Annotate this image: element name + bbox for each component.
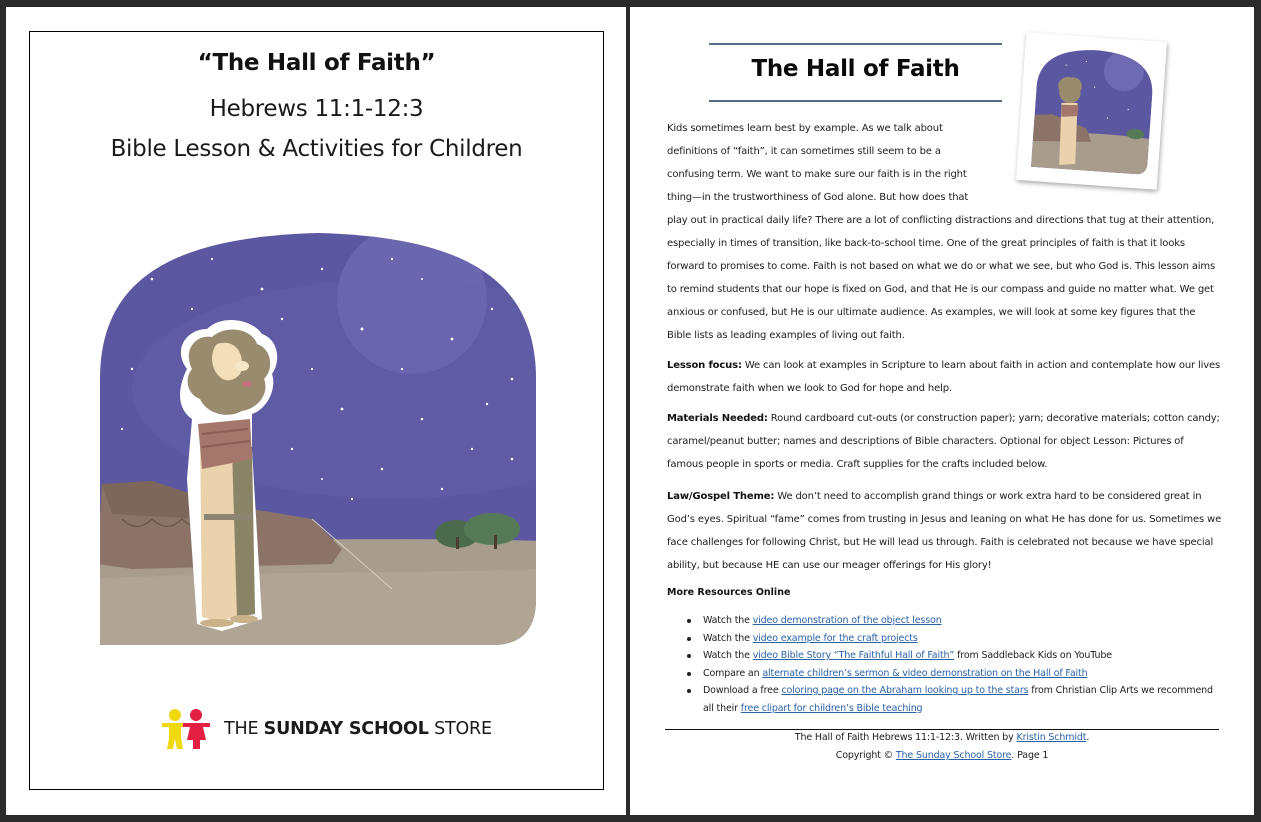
lesson-focus-paragraph: Lesson focus: We can look at examples in Scripture to learn about faith in action and contemplate how our lives demonstrate faith when we look to God for hope and help. xyxy=(667,360,1221,394)
cover-scripture-reference: Hebrews 11:1-12:3 xyxy=(209,96,424,122)
resources-list xyxy=(667,612,1222,717)
footer-divider xyxy=(665,729,1219,730)
children-figures-icon xyxy=(158,708,216,750)
title-rule-bottom xyxy=(709,100,1002,102)
abraham-illustration-icon xyxy=(92,219,544,645)
materials-label: Materials Needed: xyxy=(667,413,768,424)
abraham-thumbnail-photo xyxy=(1016,32,1167,189)
object-lesson-video-link[interactable]: video demonstration of the object lesson xyxy=(752,615,942,626)
title-rule-top xyxy=(709,43,1002,45)
page-title: The Hall of Faith xyxy=(751,56,960,82)
intro-paragraph-continued: play out in practical daily life? There are a lot of conflicting distractions and directions that tug at their attention, especially in times of transition, like back-to-school time. One of the great principles of faith is that it looks forward to promises to come. Faith is not based on what we do or what we see, but who God is. This lesson aims to remind students that our hope is fixed on God, and that He is our compass and guide no matter what. We get anxious or confused, but He is our ultimate audience. As examples, we will look at some key figures that the Bible lists as leading examples of living out faith. xyxy=(667,215,1216,341)
law-gospel-theme-paragraph: Law/Gospel Theme: We don’t need to accomplish grand things or work extra hard to be considered great in God’s eyes. Spiritual “fame” comes from trusting in Jesus and leaning on what He has done for us. Sometimes we face challenges for following Christ, but He will lead us through. Faith is celebrated not because we have special ability, but because HE can use our meager offerings for His glory! xyxy=(667,491,1222,571)
intro-paragraph-top xyxy=(667,117,987,209)
intro-line: definitions of “faith”, it can sometimes still seem to be a xyxy=(667,146,941,157)
sunday-school-store-logo xyxy=(158,708,492,750)
resource-item: Watch the video example for the craft projects xyxy=(667,630,1222,648)
footer-copyright: Copyright © The Sunday School Store. Page 1 xyxy=(835,750,1049,761)
abraham-stars-illustration xyxy=(92,219,544,645)
free-clipart-link[interactable]: free clipart for children’s Bible teaching xyxy=(740,702,923,714)
cover-frame xyxy=(29,31,604,790)
logo-text: THE SUNDAY SCHOOL STORE xyxy=(224,719,492,739)
resource-item: Watch the video demonstration of the object lesson xyxy=(667,612,1222,630)
cover-title: “The Hall of Faith” xyxy=(197,50,436,76)
intro-line: confusing term. We want to make sure our faith is in the right xyxy=(667,169,967,180)
more-resources-heading: More Resources Online xyxy=(667,587,791,598)
lesson-focus-label: Lesson focus: xyxy=(667,360,742,371)
intro-line: Kids sometimes learn best by example. As we talk about xyxy=(667,123,943,134)
materials-needed-paragraph: Materials Needed: Round cardboard cut-outs (or construction paper); yarn; decorative materials; cotton candy; caramel/peanut butter; names and descriptions of Bible characters. Optional for object Lesson: Pictures of famous people in sports or media. Craft supplies for the crafts included below. xyxy=(667,413,1220,470)
store-link[interactable]: The Sunday School Store xyxy=(895,750,1012,761)
resource-item: Download a free coloring page on the Abraham looking up to the stars from Christian Clip Arts we recommend all their free clipart for children’s Bible teaching xyxy=(667,682,1222,717)
coloring-page-link[interactable]: coloring page on the Abraham looking up to the stars xyxy=(781,685,1029,696)
cover-subtitle: Bible Lesson & Activities for Children xyxy=(110,136,523,162)
resource-item: Watch the video Bible Story “The Faithful Hall of Faith” from Saddleback Kids on YouTube xyxy=(667,647,1222,665)
bible-story-video-link[interactable]: video Bible Story “The Faithful Hall of Faith” xyxy=(752,650,955,661)
law-gospel-label: Law/Gospel Theme: xyxy=(667,491,775,502)
craft-video-link[interactable]: video example for the craft projects xyxy=(752,632,918,644)
intro-line: thing—in the trustworthiness of God alone. But how does that xyxy=(667,192,969,203)
footer-credit: The Hall of Faith Hebrews 11:1-12:3. Written by Kristin Schmidt. xyxy=(794,732,1090,743)
alternate-sermon-link[interactable]: alternate children’s sermon & video demonstration on the Hall of Faith xyxy=(762,667,1088,679)
cover-page xyxy=(6,7,626,815)
author-link[interactable]: Kristin Schmidt xyxy=(1016,732,1087,743)
resource-item: Compare an alternate children’s sermon & video demonstration on the Hall of Faith xyxy=(667,665,1222,683)
lesson-page-1 xyxy=(630,7,1254,815)
abraham-thumbnail-icon xyxy=(1029,43,1157,175)
